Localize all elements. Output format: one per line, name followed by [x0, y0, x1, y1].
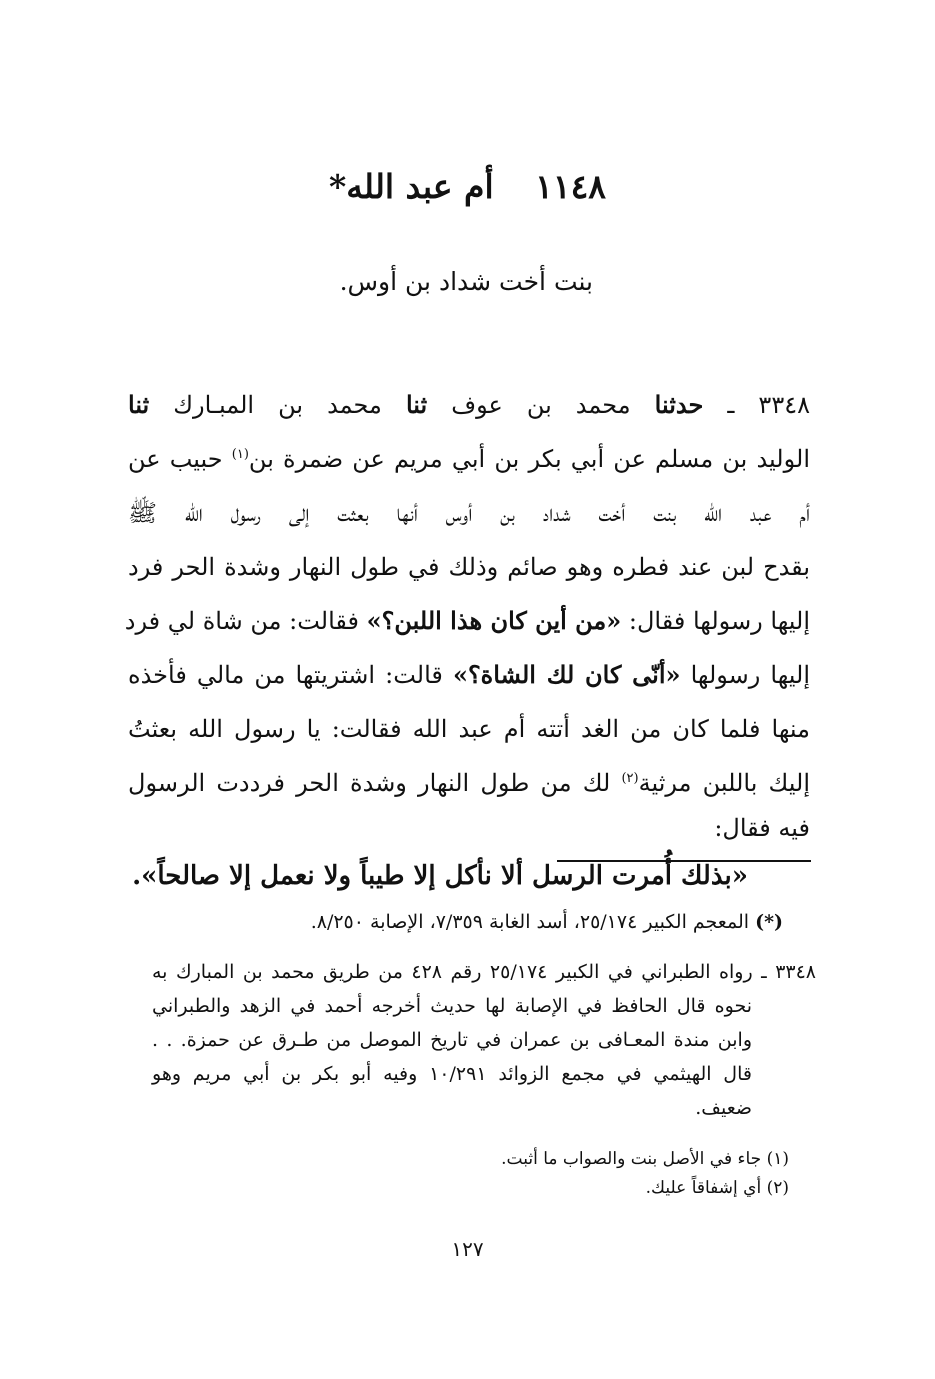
hadith-line-text: حبيب عن — [128, 445, 223, 473]
entry-subtitle: بنت أخت شداد بن أوس. — [339, 267, 593, 296]
hadith-line-text: فقالت: من شاة لي فرد — [124, 607, 359, 635]
source-note — [311, 905, 783, 939]
takhrij-line: ضعيف. — [695, 1097, 752, 1119]
hadith-line-text: إليها رسولها فقال: — [628, 607, 810, 635]
hadith-line-text: الوليد بن مسلم عن أبي بكر بن أبي مريم عن ضمرة بن — [248, 445, 810, 473]
hadith-line — [128, 378, 810, 432]
hadith-line-text: قالت: اشتريتها من مالي فأخذه — [128, 661, 443, 689]
hadith-line-text: إليها رسولها — [690, 661, 810, 689]
footnote-marker: (٢) — [621, 771, 639, 786]
takhrij-line: ٣٣٤٨ ـ رواه الطبراني في الكبير ٢٥/١٧٤ رقم ٤٢٨ من طريق محمد بن المبارك به — [152, 961, 817, 983]
page-number: ١٢٧ — [451, 1237, 484, 1261]
prophet-quote-final: «بذلك أُمرت الرسل ألا نأكل إلا طيباً ولا نعمل إلا صالحاً». — [132, 861, 748, 891]
footnote-item: (٢) أي إشفاقاً عليك. — [645, 1178, 789, 1198]
prophet-quote: «من أين كان هذا اللبن؟» — [366, 606, 622, 635]
hadith-text — [124, 378, 810, 906]
hadith-line — [128, 648, 810, 702]
takhrij-line: نحوه قال الحافظ في الإصابة لها حديث أخرجه أحمد في الزهد والطبراني — [152, 995, 752, 1017]
hadith-line-text: إليك باللبن مرثية — [638, 769, 810, 797]
hadith-line: بقدح لبن عند فطره وهو صائم وذلك في طول النهار وشدة الحر فرد — [128, 553, 810, 581]
hadith-line: فيه فقال: — [714, 814, 810, 842]
entry-heading — [0, 162, 935, 212]
narrator-name: محمد بن عوف — [451, 391, 631, 419]
hadith-line-text: لك من طول النهار وشدة الحر فرددت الرسول — [128, 769, 611, 797]
footnote-divider — [557, 860, 811, 862]
footnote-item: (١) جاء في الأصل بنت والصواب ما أثبت. — [501, 1149, 789, 1169]
prophet-quote: «أنّى كان لك الشاة؟» — [452, 660, 681, 689]
narration-keyword: ثنا — [128, 390, 150, 419]
hadith-line — [124, 594, 810, 648]
entry-number: ١١٤٨ — [535, 167, 607, 206]
narrator-name: محمد بن المبـارك — [173, 391, 382, 419]
hadith-line: منها فلما كان من الغد أتته أم عبد الله فقالت: يا رسول الله بعثتُ — [128, 715, 810, 743]
takhrij-line: قال الهيثمي في مجمع الزوائد ١٠/٢٩١ وفيه أبو بكر بن أبي مريم وهو — [152, 1063, 752, 1085]
takhrij-note — [152, 955, 816, 1125]
entry-title: أم عبد الله* — [328, 167, 494, 206]
footnotes — [501, 1145, 789, 1203]
hadith-line — [128, 756, 810, 810]
hadith-line — [128, 432, 810, 486]
footnote-marker: (١) — [231, 447, 249, 462]
source-references: المعجم الكبير ٢٥/١٧٤، أسد الغابة ٧/٣٥٩، الإصابة ٨/٢٥٠. — [310, 911, 750, 933]
narration-keyword: ثنا — [405, 390, 428, 419]
source-marker: (*) — [755, 911, 783, 933]
narration-keyword: حدثنا — [654, 390, 704, 419]
hadith-line: أم عبد الله بنت أخت شداد بن أوس أنها بعثت إلى رسول الله ﷺ — [128, 499, 810, 527]
hadith-number: ٣٣٤٨ ـ — [727, 391, 810, 419]
takhrij-line: وابن مندة المعـافى بن عمران في تاريخ الموصل من طـرق عن حمزة. . . — [152, 1029, 753, 1051]
